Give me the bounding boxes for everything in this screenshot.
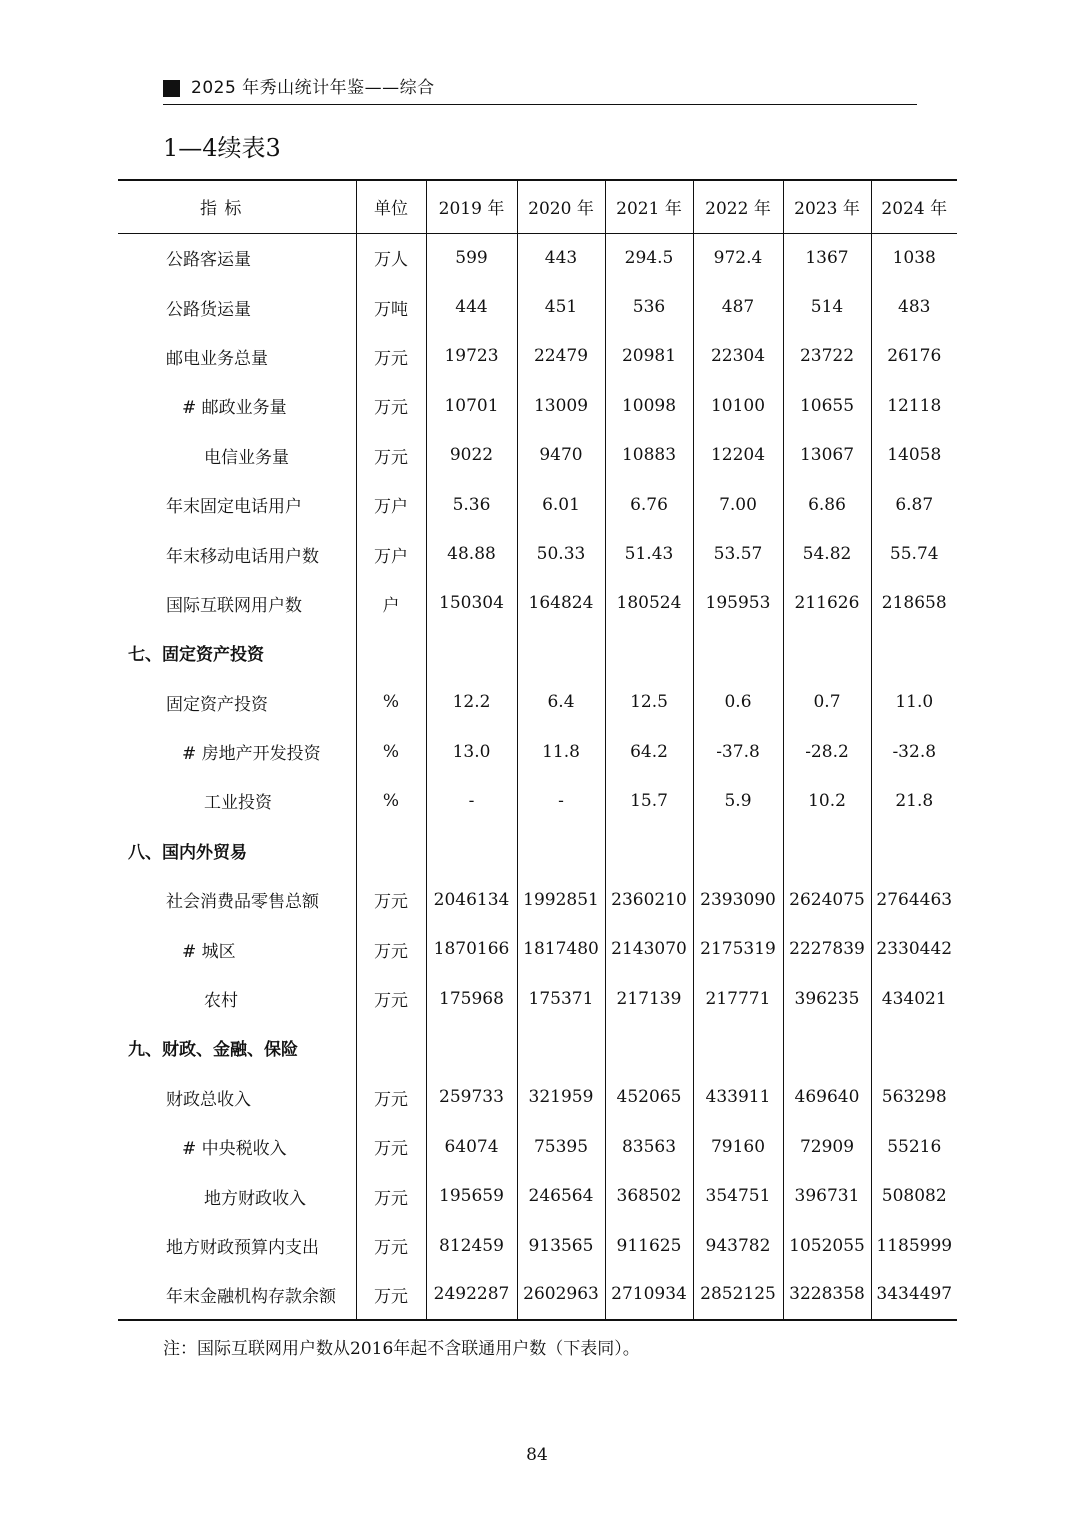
table-title: 1—4续表3 xyxy=(163,134,281,162)
row-value: 294.5 xyxy=(605,233,693,282)
table-row xyxy=(118,1073,957,1122)
row-value xyxy=(871,628,957,677)
row-value xyxy=(693,826,783,875)
row-value: 175968 xyxy=(426,974,517,1023)
row-value: 483 xyxy=(871,282,957,331)
row-value: 2143070 xyxy=(605,924,693,973)
row-unit: 万元 xyxy=(356,1221,426,1270)
row-value: 12.2 xyxy=(426,678,517,727)
row-label: 年末移动电话用户数 xyxy=(166,546,319,567)
row-unit: 万人 xyxy=(356,233,426,282)
table-note: 注：国际互联网用户数从2016年起不含联通用户数（下表同）。 xyxy=(163,1339,640,1359)
table-row xyxy=(118,579,957,628)
row-value: 54.82 xyxy=(783,529,871,578)
row-label: 财政总收入 xyxy=(166,1089,251,1110)
table-row xyxy=(118,381,957,430)
row-value xyxy=(605,1023,693,1072)
row-value: 2175319 xyxy=(693,924,783,973)
row-value: 13009 xyxy=(517,381,605,430)
row-value: 1185999 xyxy=(871,1221,957,1270)
row-label: 公路客运量 xyxy=(166,250,251,271)
row-value: - xyxy=(517,776,605,825)
row-value: 0.7 xyxy=(783,678,871,727)
row-unit: 万元 xyxy=(356,1122,426,1171)
table-row xyxy=(118,529,957,578)
table-row xyxy=(118,875,957,924)
row-label: 固定资产投资 xyxy=(166,694,268,715)
section-heading: 七、固定资产投资 xyxy=(128,645,264,666)
row-unit: 万户 xyxy=(356,480,426,529)
row-value: 508082 xyxy=(871,1171,957,1220)
table-row xyxy=(118,480,957,529)
row-value: 3228358 xyxy=(783,1270,871,1319)
statistics-table xyxy=(118,179,957,1321)
row-value: 11.0 xyxy=(871,678,957,727)
header-square-icon xyxy=(163,80,180,97)
row-value: 26176 xyxy=(871,332,957,381)
row-value: 164824 xyxy=(517,579,605,628)
table-row xyxy=(118,678,957,727)
column-header-indicator: 指 标 xyxy=(118,180,356,233)
row-value: 195659 xyxy=(426,1171,517,1220)
row-unit: 万元 xyxy=(356,431,426,480)
row-value: - xyxy=(426,776,517,825)
row-value: 22479 xyxy=(517,332,605,381)
row-value: 83563 xyxy=(605,1122,693,1171)
row-value: 433911 xyxy=(693,1073,783,1122)
row-value xyxy=(693,1023,783,1072)
row-value: 972.4 xyxy=(693,233,783,282)
row-value: 487 xyxy=(693,282,783,331)
row-value xyxy=(517,1023,605,1072)
row-label: # 房地产开发投资 xyxy=(182,744,321,765)
row-value: 911625 xyxy=(605,1221,693,1270)
row-value xyxy=(517,628,605,677)
row-unit: 万吨 xyxy=(356,282,426,331)
row-value: 443 xyxy=(517,233,605,282)
row-value: 10100 xyxy=(693,381,783,430)
row-value: 175371 xyxy=(517,974,605,1023)
row-value: 11.8 xyxy=(517,727,605,776)
row-value: 20981 xyxy=(605,332,693,381)
table-row xyxy=(118,1221,957,1270)
row-value: 10098 xyxy=(605,381,693,430)
row-value: 1038 xyxy=(871,233,957,282)
table-body xyxy=(118,233,957,1320)
column-header-year: 2023 年 xyxy=(783,180,871,233)
row-value: 195953 xyxy=(693,579,783,628)
row-value xyxy=(426,1023,517,1072)
row-value xyxy=(426,628,517,677)
row-value: 55216 xyxy=(871,1122,957,1171)
row-value: 7.00 xyxy=(693,480,783,529)
row-value: 6.76 xyxy=(605,480,693,529)
row-value: 64.2 xyxy=(605,727,693,776)
section-heading: 八、国内外贸易 xyxy=(128,842,247,863)
row-value: 563298 xyxy=(871,1073,957,1122)
row-value xyxy=(783,826,871,875)
row-value: 150304 xyxy=(426,579,517,628)
row-unit xyxy=(356,826,426,875)
row-value: 64074 xyxy=(426,1122,517,1171)
row-value: 2360210 xyxy=(605,875,693,924)
table-row xyxy=(118,431,957,480)
row-value: 514 xyxy=(783,282,871,331)
row-value xyxy=(783,628,871,677)
row-value: 12118 xyxy=(871,381,957,430)
row-unit xyxy=(356,1023,426,1072)
row-value: 2710934 xyxy=(605,1270,693,1319)
row-label: # 城区 xyxy=(182,941,236,962)
column-header-unit: 单位 xyxy=(356,180,426,233)
column-header-year: 2021 年 xyxy=(605,180,693,233)
row-value: 211626 xyxy=(783,579,871,628)
row-unit: 万元 xyxy=(356,1171,426,1220)
table-row xyxy=(118,1270,957,1319)
row-unit: 户 xyxy=(356,579,426,628)
row-value: 79160 xyxy=(693,1122,783,1171)
row-value: 812459 xyxy=(426,1221,517,1270)
row-value: -37.8 xyxy=(693,727,783,776)
row-value: 444 xyxy=(426,282,517,331)
row-value xyxy=(783,1023,871,1072)
row-unit: % xyxy=(356,727,426,776)
row-value: 434021 xyxy=(871,974,957,1023)
row-value xyxy=(693,628,783,677)
row-value xyxy=(605,826,693,875)
row-value: -32.8 xyxy=(871,727,957,776)
row-value: 22304 xyxy=(693,332,783,381)
row-value: 396235 xyxy=(783,974,871,1023)
section-heading: 九、财政、金融、保险 xyxy=(128,1040,298,1061)
row-value: 55.74 xyxy=(871,529,957,578)
row-unit: % xyxy=(356,678,426,727)
row-value: 19723 xyxy=(426,332,517,381)
page-number: 84 xyxy=(526,1445,548,1465)
row-unit: 万元 xyxy=(356,875,426,924)
row-value: 599 xyxy=(426,233,517,282)
row-label: 工业投资 xyxy=(204,793,272,814)
row-value: 259733 xyxy=(426,1073,517,1122)
table-row xyxy=(118,1122,957,1171)
row-unit: 万元 xyxy=(356,1073,426,1122)
row-value: 2393090 xyxy=(693,875,783,924)
section-heading-row xyxy=(118,1023,957,1072)
row-value xyxy=(426,826,517,875)
row-unit: 万元 xyxy=(356,924,426,973)
row-value: 6.86 xyxy=(783,480,871,529)
table-row xyxy=(118,282,957,331)
row-value: 14058 xyxy=(871,431,957,480)
row-value: 2492287 xyxy=(426,1270,517,1319)
row-value: 5.36 xyxy=(426,480,517,529)
row-label: # 邮政业务量 xyxy=(182,398,287,419)
row-value: 48.88 xyxy=(426,529,517,578)
row-value: 51.43 xyxy=(605,529,693,578)
table-row xyxy=(118,776,957,825)
row-value: 10883 xyxy=(605,431,693,480)
row-value: 217139 xyxy=(605,974,693,1023)
row-label: 年末固定电话用户 xyxy=(166,497,302,518)
row-label: 社会消费品零售总额 xyxy=(166,892,319,913)
row-label: # 中央税收入 xyxy=(182,1139,287,1160)
row-label: 邮电业务总量 xyxy=(166,348,268,369)
row-value: 9022 xyxy=(426,431,517,480)
row-value: 50.33 xyxy=(517,529,605,578)
row-label: 年末金融机构存款余额 xyxy=(166,1286,336,1307)
row-value: 2852125 xyxy=(693,1270,783,1319)
row-value: 53.57 xyxy=(693,529,783,578)
table-header-row xyxy=(118,180,957,233)
row-value: 2330442 xyxy=(871,924,957,973)
table-row xyxy=(118,924,957,973)
section-heading-row xyxy=(118,826,957,875)
row-value: 2602963 xyxy=(517,1270,605,1319)
row-value xyxy=(517,826,605,875)
row-value: 10701 xyxy=(426,381,517,430)
table-row xyxy=(118,332,957,381)
row-value: 469640 xyxy=(783,1073,871,1122)
row-label: 地方财政预算内支出 xyxy=(166,1238,319,1258)
row-unit: % xyxy=(356,776,426,825)
row-label: 公路货运量 xyxy=(166,299,251,320)
row-value: 5.9 xyxy=(693,776,783,825)
row-unit: 万户 xyxy=(356,529,426,578)
row-value: 6.87 xyxy=(871,480,957,529)
row-value: 13067 xyxy=(783,431,871,480)
row-unit xyxy=(356,628,426,677)
row-unit: 万元 xyxy=(356,974,426,1023)
section-heading-row xyxy=(118,628,957,677)
row-value: 396731 xyxy=(783,1171,871,1220)
row-label: 农村 xyxy=(204,991,238,1012)
row-label: 电信业务量 xyxy=(204,447,289,468)
row-unit: 万元 xyxy=(356,381,426,430)
table-row xyxy=(118,727,957,776)
row-value: 368502 xyxy=(605,1171,693,1220)
row-value: 12204 xyxy=(693,431,783,480)
row-label: 国际互联网用户数 xyxy=(166,595,302,616)
running-header xyxy=(163,78,917,105)
row-value: 6.01 xyxy=(517,480,605,529)
row-value: 75395 xyxy=(517,1122,605,1171)
row-value: 9470 xyxy=(517,431,605,480)
row-value xyxy=(605,628,693,677)
row-value: 2227839 xyxy=(783,924,871,973)
row-value: 6.4 xyxy=(517,678,605,727)
row-value: 452065 xyxy=(605,1073,693,1122)
row-value xyxy=(871,1023,957,1072)
row-value: 1052055 xyxy=(783,1221,871,1270)
row-value: 2624075 xyxy=(783,875,871,924)
row-value: 10.2 xyxy=(783,776,871,825)
row-value: 2764463 xyxy=(871,875,957,924)
row-value: 217771 xyxy=(693,974,783,1023)
row-value: 21.8 xyxy=(871,776,957,825)
row-value: 1817480 xyxy=(517,924,605,973)
row-value: 246564 xyxy=(517,1171,605,1220)
row-value: 72909 xyxy=(783,1122,871,1171)
table-row xyxy=(118,1171,957,1220)
table-row xyxy=(118,233,957,282)
column-header-year: 2019 年 xyxy=(426,180,517,233)
row-value: 218658 xyxy=(871,579,957,628)
row-value: 3434497 xyxy=(871,1270,957,1319)
table-row xyxy=(118,974,957,1023)
row-value: 13.0 xyxy=(426,727,517,776)
row-value: 354751 xyxy=(693,1171,783,1220)
row-value: 180524 xyxy=(605,579,693,628)
column-header-year: 2020 年 xyxy=(517,180,605,233)
row-value: 536 xyxy=(605,282,693,331)
row-value: 2046134 xyxy=(426,875,517,924)
column-header-year: 2022 年 xyxy=(693,180,783,233)
row-value: 943782 xyxy=(693,1221,783,1270)
row-value: 12.5 xyxy=(605,678,693,727)
row-unit: 万元 xyxy=(356,332,426,381)
row-value: 1992851 xyxy=(517,875,605,924)
row-value: 913565 xyxy=(517,1221,605,1270)
row-value: 10655 xyxy=(783,381,871,430)
row-value: 321959 xyxy=(517,1073,605,1122)
row-label: 地方财政收入 xyxy=(204,1188,306,1209)
row-value: 451 xyxy=(517,282,605,331)
row-value: 1870166 xyxy=(426,924,517,973)
row-value: 0.6 xyxy=(693,678,783,727)
row-unit: 万元 xyxy=(356,1270,426,1319)
row-value: 1367 xyxy=(783,233,871,282)
running-title: 2025 年秀山统计年鉴——综合 xyxy=(191,78,435,98)
row-value: 15.7 xyxy=(605,776,693,825)
row-value: 23722 xyxy=(783,332,871,381)
row-value xyxy=(871,826,957,875)
row-value: -28.2 xyxy=(783,727,871,776)
column-header-year: 2024 年 xyxy=(871,180,957,233)
